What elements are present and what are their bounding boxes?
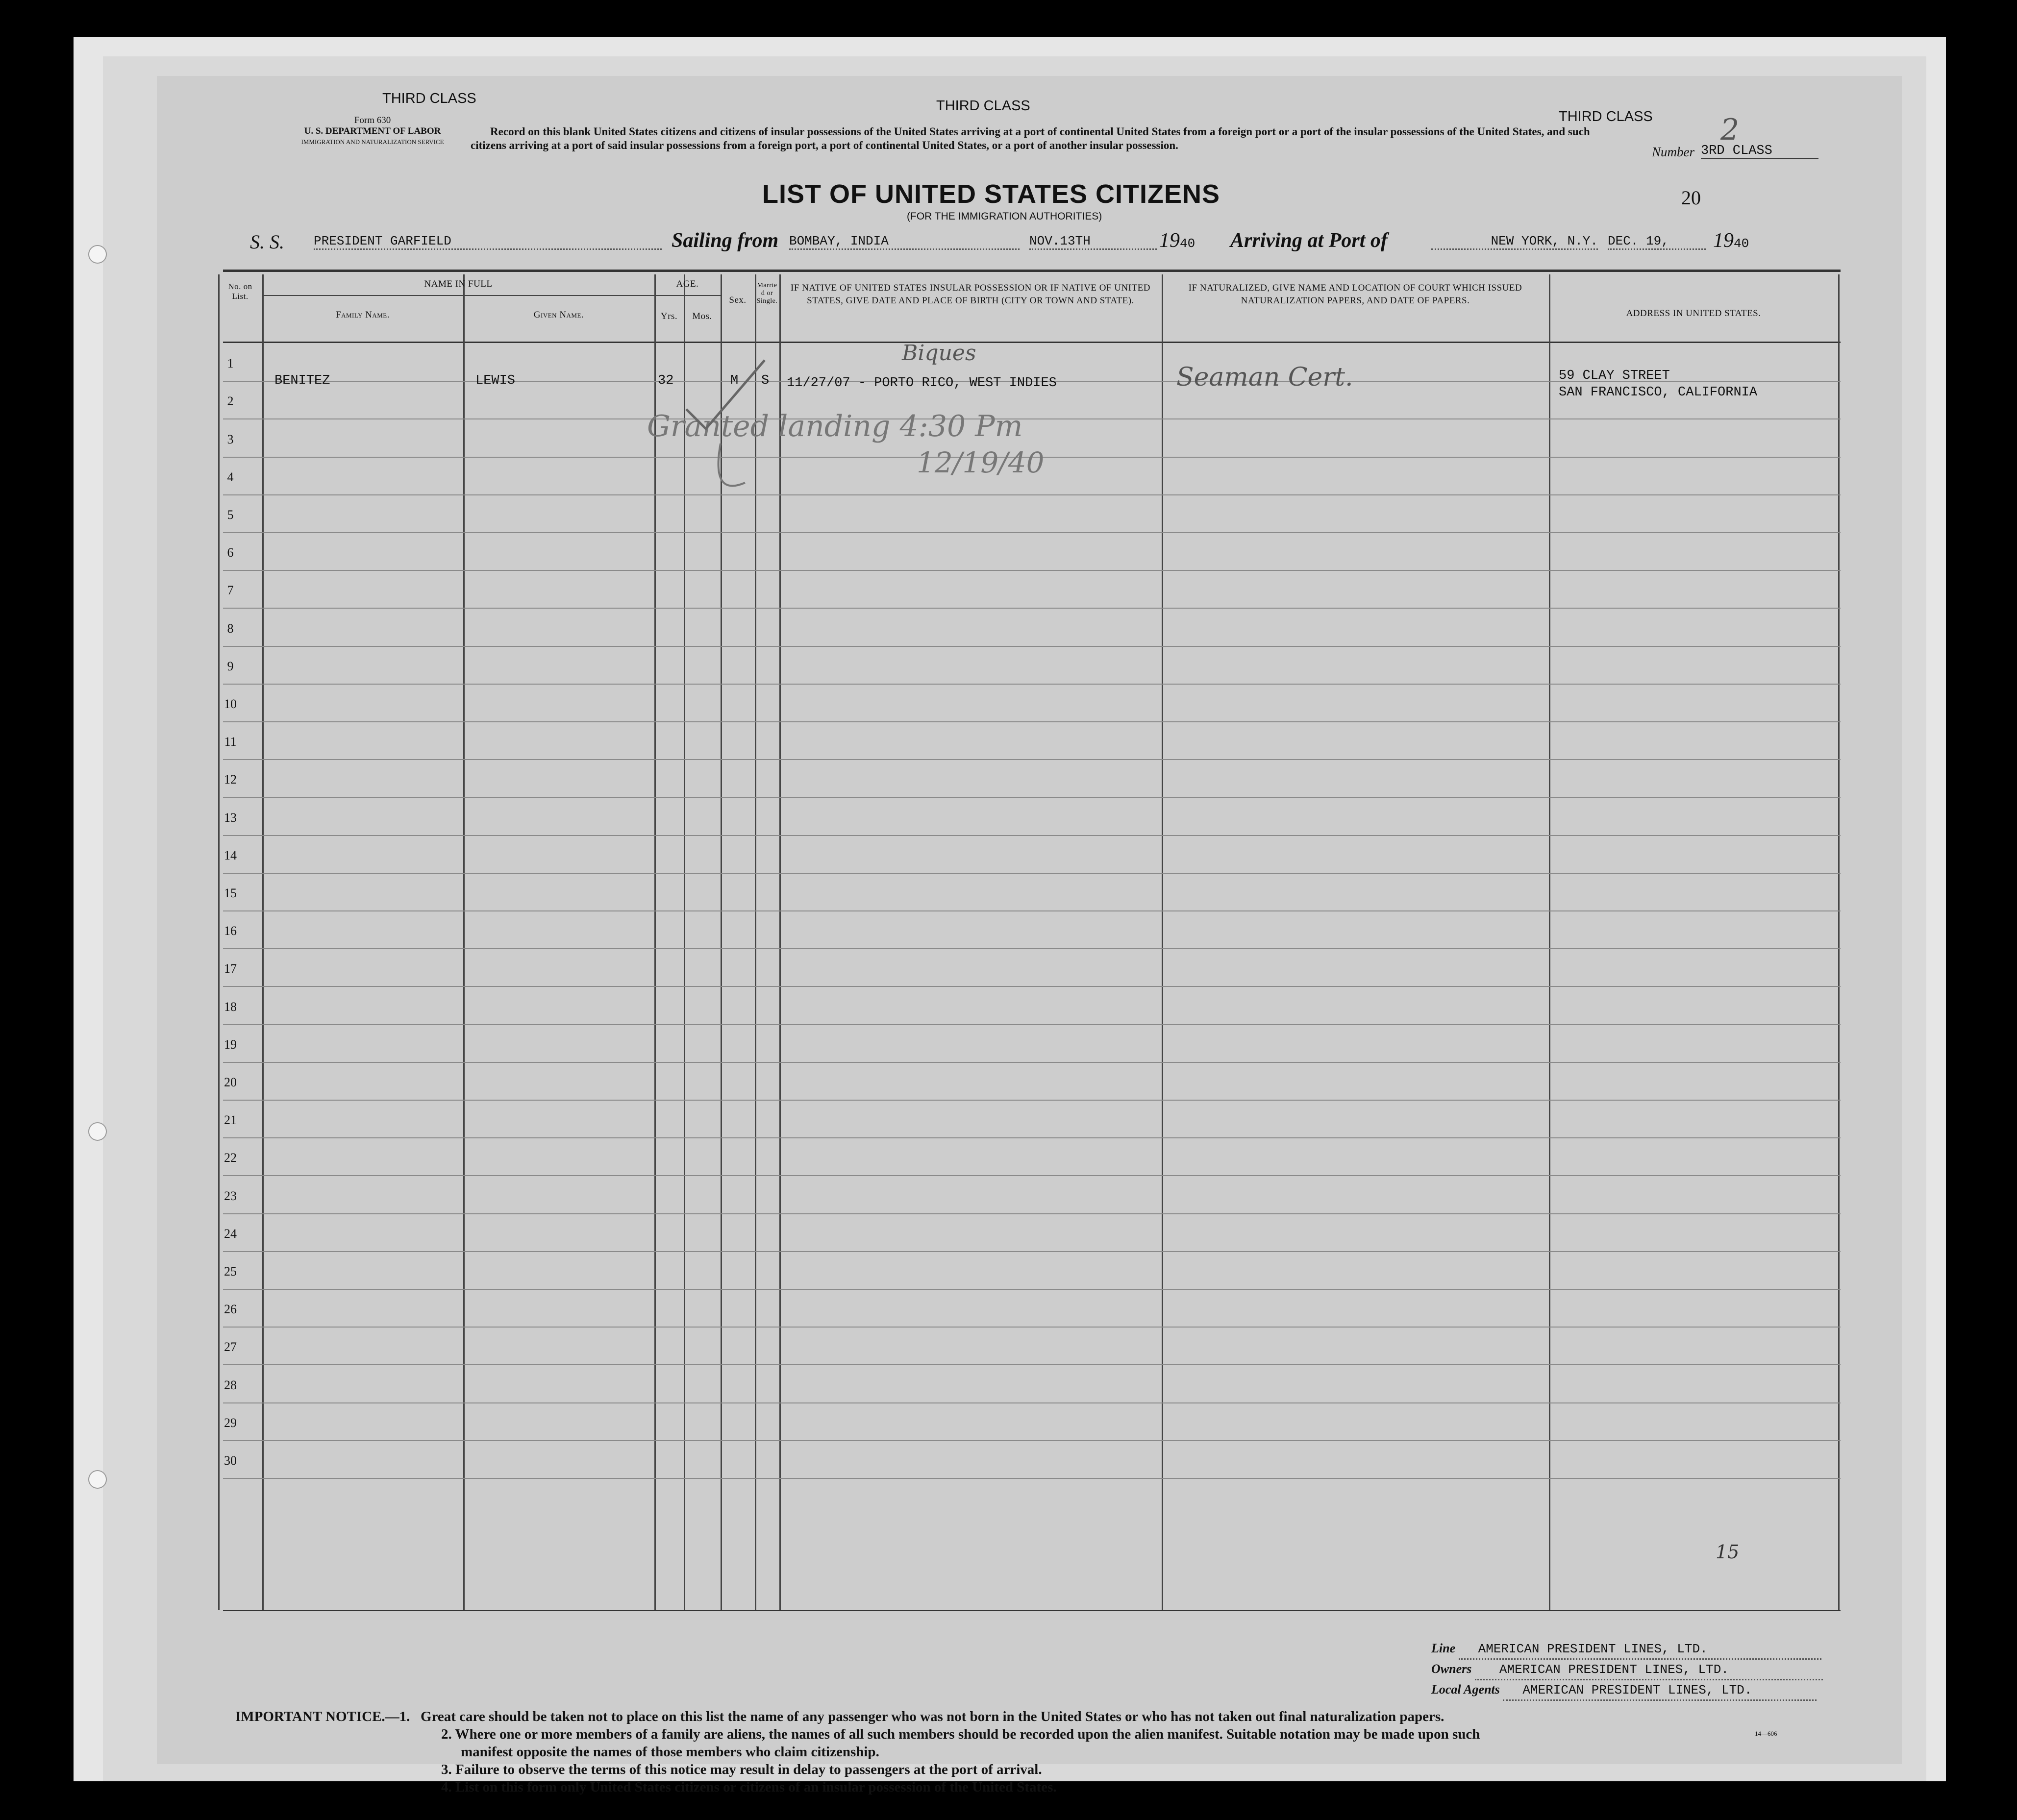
row-number: 22 bbox=[224, 1151, 237, 1165]
class-label-center: THIRD CLASS bbox=[936, 98, 1030, 114]
row-number: 18 bbox=[224, 999, 237, 1014]
row-number: 2 bbox=[227, 394, 234, 409]
col-header-married: Married or Single. bbox=[756, 282, 778, 305]
table-bottom-rule bbox=[223, 1610, 1841, 1611]
row-rule bbox=[223, 873, 1841, 874]
row-number: 9 bbox=[227, 659, 234, 673]
row-number: 12 bbox=[224, 772, 237, 787]
landing-date-hand: 12/19/40 bbox=[917, 446, 1045, 479]
header-bottom-rule bbox=[223, 342, 1841, 343]
row-rule bbox=[223, 986, 1841, 987]
row-rule bbox=[223, 1175, 1841, 1176]
owners-label: Owners bbox=[1431, 1662, 1472, 1676]
row-number: 20 bbox=[224, 1075, 237, 1089]
entry-given-name: LEWIS bbox=[475, 373, 516, 388]
row-rule bbox=[223, 1289, 1841, 1290]
row-number: 1 bbox=[227, 356, 234, 371]
col-header-family-name: Family Name. bbox=[336, 310, 390, 320]
col-header-sex: Sex. bbox=[729, 295, 747, 305]
row-number: 28 bbox=[224, 1377, 237, 1392]
row-number: 29 bbox=[224, 1415, 237, 1430]
row-rule bbox=[223, 1364, 1841, 1365]
notice-item-3: 3. Failure to observe the terms of this notice may result in delay to passengers at the port of arrival. bbox=[441, 1762, 1042, 1777]
entry-address-line1: 59 CLAY STREET bbox=[1559, 369, 1670, 383]
instruction-text: Record on this blank United States citizens and citizens of insular possessions of the United States arriving at a port of continental United States from a foreign port or a port of the insular possessions of the United States, and such citizens arriving at a port of said insular possessions from a foreign port, a port of continental United States, or a port of another insular possession. bbox=[471, 125, 1590, 151]
number-label: Number bbox=[1652, 145, 1694, 159]
page-title: LIST OF UNITED STATES CITIZENS bbox=[762, 179, 1220, 209]
row-number: 4 bbox=[227, 469, 234, 484]
line-value: AMERICAN PRESIDENT LINES, LTD. bbox=[1459, 1640, 1821, 1660]
col-divider bbox=[1549, 274, 1550, 1610]
name-subrule bbox=[262, 295, 654, 296]
list-number: 20 bbox=[1681, 187, 1701, 209]
row-number: 21 bbox=[224, 1113, 237, 1128]
row-rule bbox=[223, 759, 1841, 760]
class-label-left: THIRD CLASS bbox=[382, 91, 476, 106]
col-header-given-name: Given Name. bbox=[533, 310, 584, 320]
row-number: 6 bbox=[227, 545, 234, 560]
row-rule bbox=[223, 948, 1841, 949]
col-header-birth: IF NATIVE OF UNITED STATES INSULAR POSSESSION OR IF NATIVE OF UNITED STATES, GIVE DATE AND PLACE OF BIRTH (CITY OR TOWN AND STATE). bbox=[791, 283, 1150, 306]
arrival-date: DEC. 19, bbox=[1608, 234, 1706, 250]
form-info bbox=[289, 115, 456, 148]
notice-item-2a: 2. Where one or more members of a family are aliens, the names of all such members should be recorded upon the alien manifest. Suitable notation may be made upon such bbox=[441, 1726, 1480, 1742]
entry-birth-hand: Biques bbox=[902, 341, 976, 366]
row-number: 27 bbox=[224, 1340, 237, 1354]
entry-sex: M bbox=[730, 373, 739, 388]
row-number: 19 bbox=[224, 1037, 237, 1052]
col-header-name: NAME IN FULL bbox=[424, 279, 493, 289]
notice-title: IMPORTANT NOTICE.—1. bbox=[235, 1709, 410, 1724]
page-number-hand: 2 bbox=[1720, 113, 1740, 147]
row-rule bbox=[223, 1402, 1841, 1403]
page-subtitle: (FOR THE IMMIGRATION AUTHORITIES) bbox=[907, 211, 1102, 222]
entry-address-line2: SAN FRANCISCO, CALIFORNIA bbox=[1559, 385, 1758, 400]
row-number: 17 bbox=[224, 961, 237, 976]
row-number: 3 bbox=[227, 432, 234, 446]
agents-value: AMERICAN PRESIDENT LINES, LTD. bbox=[1503, 1681, 1817, 1701]
arrival-year: 1940 bbox=[1713, 229, 1749, 252]
owners-block bbox=[1431, 1639, 1833, 1701]
entry-marital: S bbox=[761, 373, 770, 388]
row-rule bbox=[223, 494, 1841, 495]
entry-age-yrs: 32 bbox=[658, 373, 674, 388]
table-top-rule bbox=[223, 270, 1841, 272]
row-rule bbox=[223, 532, 1841, 533]
notice-item-4: 4. List on this form only United States citizens or citizens of an insular possession of the United States. bbox=[441, 1779, 1057, 1795]
ss-label: S. S. bbox=[250, 231, 284, 253]
checkmark-icon bbox=[676, 350, 774, 497]
row-rule bbox=[223, 418, 1841, 419]
arriving-label: Arriving at Port of bbox=[1230, 229, 1388, 252]
row-number: 26 bbox=[224, 1302, 237, 1317]
col-header-age: AGE. bbox=[676, 279, 699, 289]
row-rule bbox=[223, 1100, 1841, 1101]
entry-birth: 11/27/07 - PORTO RICO, WEST INDIES bbox=[787, 376, 1057, 391]
row-number: 10 bbox=[224, 697, 237, 711]
ship-name: PRESIDENT GARFIELD bbox=[314, 234, 662, 250]
service-name: IMMIGRATION AND NATURALIZATION SERVICE bbox=[301, 138, 444, 146]
punch-hole bbox=[88, 245, 107, 264]
sailing-label: Sailing from bbox=[672, 229, 779, 252]
owners-value: AMERICAN PRESIDENT LINES, LTD. bbox=[1475, 1660, 1823, 1680]
row-number: 15 bbox=[224, 886, 237, 900]
row-rule bbox=[223, 1327, 1841, 1328]
agents-label: Local Agents bbox=[1431, 1682, 1500, 1697]
row-number: 30 bbox=[224, 1453, 237, 1468]
row-number: 16 bbox=[224, 924, 237, 938]
sail-year: 1940 bbox=[1159, 229, 1195, 252]
col-divider bbox=[1162, 274, 1163, 1610]
entry-family-name: BENITEZ bbox=[274, 373, 330, 388]
row-rule bbox=[223, 646, 1841, 647]
col-divider bbox=[779, 274, 781, 1610]
page-mark: 15 bbox=[1716, 1541, 1740, 1563]
row-number: 14 bbox=[224, 848, 237, 862]
arrival-port: NEW YORK, N.Y. bbox=[1431, 234, 1598, 250]
row-rule bbox=[223, 721, 1841, 722]
row-rule bbox=[223, 570, 1841, 571]
col-header-no: No. on List. bbox=[228, 282, 252, 301]
col-divider bbox=[262, 274, 264, 1610]
row-number: 13 bbox=[224, 810, 237, 825]
col-header-address: ADDRESS IN UNITED STATES. bbox=[1626, 308, 1761, 319]
number-value: 3RD CLASS bbox=[1701, 144, 1818, 159]
landing-annotation-hand: Granted landing 4:30 Pm bbox=[647, 409, 1023, 443]
row-rule bbox=[223, 608, 1841, 609]
row-rule bbox=[223, 1062, 1841, 1063]
row-rule bbox=[223, 1137, 1841, 1138]
form-number: Form 630 bbox=[354, 115, 391, 125]
form-code: 14—606 bbox=[1755, 1730, 1777, 1737]
sail-date: NOV.13TH bbox=[1029, 234, 1157, 250]
row-rule bbox=[223, 1440, 1841, 1441]
row-number: 23 bbox=[224, 1188, 237, 1203]
row-rule bbox=[223, 1251, 1841, 1252]
col-header-mos: Mos. bbox=[692, 311, 712, 321]
col-divider bbox=[654, 274, 656, 1610]
entry-address bbox=[1559, 368, 1757, 401]
punch-hole bbox=[88, 1470, 107, 1489]
row-number: 24 bbox=[224, 1226, 237, 1241]
notice-item-2b: manifest opposite the names of those members who claim citizenship. bbox=[461, 1744, 879, 1760]
col-header-naturalized: IF NATURALIZED, GIVE NAME AND LOCATION OF COURT WHICH ISSUED NATURALIZATION PAPERS, AND DATE OF PAPERS. bbox=[1188, 283, 1522, 306]
row-rule bbox=[223, 797, 1841, 798]
row-rule bbox=[223, 684, 1841, 685]
row-number: 5 bbox=[227, 508, 234, 522]
department-name: U. S. DEPARTMENT OF LABOR bbox=[304, 126, 441, 136]
punch-hole bbox=[88, 1122, 107, 1141]
row-number: 11 bbox=[224, 735, 237, 749]
from-port: BOMBAY, INDIA bbox=[789, 234, 1020, 250]
row-number: 7 bbox=[227, 583, 234, 598]
class-label-right: THIRD CLASS bbox=[1559, 109, 1653, 124]
col-divider bbox=[463, 274, 465, 1610]
col-header-yrs: Yrs. bbox=[660, 311, 678, 321]
row-number: 8 bbox=[227, 621, 234, 636]
row-rule bbox=[223, 1213, 1841, 1214]
row-number: 25 bbox=[224, 1264, 237, 1279]
age-subrule bbox=[654, 295, 721, 296]
row-rule bbox=[223, 1478, 1841, 1479]
row-rule bbox=[223, 835, 1841, 836]
notice-item-1: Great care should be taken not to place on this list the name of any passenger who was not born in the United States or who has not taken out final naturalization papers. bbox=[421, 1709, 1444, 1724]
row-rule bbox=[223, 1024, 1841, 1025]
row-rule bbox=[223, 910, 1841, 911]
line-label: Line bbox=[1431, 1641, 1456, 1655]
col-divider bbox=[1838, 274, 1840, 1610]
entry-naturalized-hand: Seaman Cert. bbox=[1176, 363, 1353, 392]
manifest-page bbox=[157, 76, 1902, 1795]
